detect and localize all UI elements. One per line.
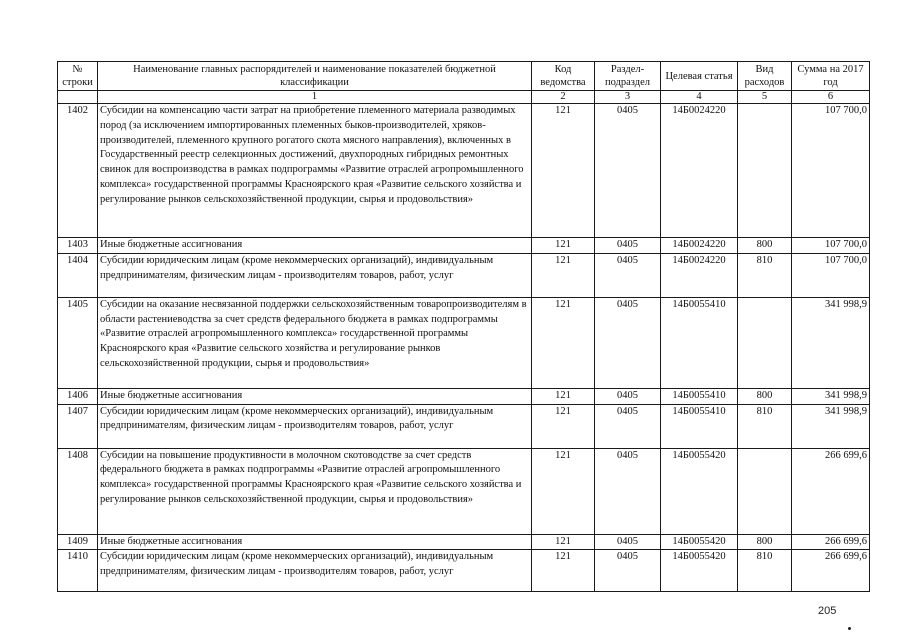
header-expense-type: Вид расходов xyxy=(738,62,792,91)
row-section: 0405 xyxy=(595,550,661,592)
row-sum: 266 699,6 xyxy=(792,448,870,534)
row-department-code: 121 xyxy=(532,238,595,254)
row-target-article: 14Б0055420 xyxy=(661,534,738,550)
row-section: 0405 xyxy=(595,253,661,297)
row-name: Субсидии на компенсацию части затрат на приобретение племенного материала разводимых пород (за исключением импортированных племенных быков-производителей, хряков-производителей, племенного крупного рогатого скота мясного направления), включенных в Государственный реестр селекционных достижений, двухпородных гибридных ремонтных свинок для воспроизводства в рамках подпрограммы «Развитие отраслей агропромышленного комплекса» государственной программы Красноярского края «Развитие сельского хозяйства и регулирование рынков сельскохозяйственной продукции, сырья и продовольствия» xyxy=(98,104,532,238)
row-sum: 266 699,6 xyxy=(792,550,870,592)
row-section: 0405 xyxy=(595,388,661,404)
row-target-article: 14Б0024220 xyxy=(661,238,738,254)
row-section: 0405 xyxy=(595,448,661,534)
row-expense-type xyxy=(738,104,792,238)
row-section: 0405 xyxy=(595,404,661,448)
row-number: 1407 xyxy=(58,404,98,448)
row-name: Субсидии юридическим лицам (кроме некоммерческих организаций), индивидуальным предпринимателям, физическим лицам - производителям товаров, работ, услуг xyxy=(98,550,532,592)
row-department-code: 121 xyxy=(532,550,595,592)
column-number: 5 xyxy=(738,91,792,104)
row-target-article: 14Б0055410 xyxy=(661,388,738,404)
row-expense-type: 800 xyxy=(738,388,792,404)
row-number: 1410 xyxy=(58,550,98,592)
table-row xyxy=(58,297,870,388)
row-sum: 107 700,0 xyxy=(792,104,870,238)
table-row xyxy=(58,404,870,448)
header-department-code: Код ведомства xyxy=(532,62,595,91)
column-number: 4 xyxy=(661,91,738,104)
row-department-code: 121 xyxy=(532,253,595,297)
row-expense-type: 810 xyxy=(738,404,792,448)
table-row xyxy=(58,534,870,550)
row-department-code: 121 xyxy=(532,448,595,534)
row-name: Иные бюджетные ассигнования xyxy=(98,534,532,550)
row-name: Иные бюджетные ассигнования xyxy=(98,238,532,254)
row-section: 0405 xyxy=(595,297,661,388)
row-target-article: 14Б0055420 xyxy=(661,448,738,534)
column-number xyxy=(58,91,98,104)
header-target-article: Целевая статья xyxy=(661,62,738,91)
row-target-article: 14Б0055410 xyxy=(661,404,738,448)
scan-mark xyxy=(848,627,851,630)
row-section: 0405 xyxy=(595,238,661,254)
row-expense-type: 810 xyxy=(738,550,792,592)
row-target-article: 14Б0024220 xyxy=(661,253,738,297)
column-number: 1 xyxy=(98,91,532,104)
budget-table xyxy=(57,61,870,592)
row-expense-type xyxy=(738,448,792,534)
row-name: Иные бюджетные ассигнования xyxy=(98,388,532,404)
row-number: 1403 xyxy=(58,238,98,254)
header-row-number: № строки xyxy=(58,62,98,91)
column-number-row xyxy=(58,91,870,104)
row-number: 1404 xyxy=(58,253,98,297)
row-name: Субсидии юридическим лицам (кроме некоммерческих организаций), индивидуальным предпринимателям, физическим лицам - производителям товаров, работ, услуг xyxy=(98,253,532,297)
row-target-article: 14Б0055410 xyxy=(661,297,738,388)
header-sum: Сумма на 2017 год xyxy=(792,62,870,91)
row-sum: 107 700,0 xyxy=(792,253,870,297)
column-number: 6 xyxy=(792,91,870,104)
row-sum: 107 700,0 xyxy=(792,238,870,254)
row-target-article: 14Б0024220 xyxy=(661,104,738,238)
row-target-article: 14Б0055420 xyxy=(661,550,738,592)
row-name: Субсидии юридическим лицам (кроме некоммерческих организаций), индивидуальным предпринимателям, физическим лицам - производителям товаров, работ, услуг xyxy=(98,404,532,448)
row-number: 1405 xyxy=(58,297,98,388)
row-number: 1408 xyxy=(58,448,98,534)
row-department-code: 121 xyxy=(532,297,595,388)
row-expense-type: 800 xyxy=(738,238,792,254)
page-number: 205 xyxy=(818,605,837,617)
row-sum: 266 699,6 xyxy=(792,534,870,550)
table-row xyxy=(58,238,870,254)
column-number: 3 xyxy=(595,91,661,104)
row-department-code: 121 xyxy=(532,388,595,404)
row-department-code: 121 xyxy=(532,534,595,550)
table-row xyxy=(58,104,870,238)
row-sum: 341 998,9 xyxy=(792,297,870,388)
header-row xyxy=(58,62,870,91)
row-number: 1406 xyxy=(58,388,98,404)
header-name: Наименование главных распорядителей и наименование показателей бюджетной классификации xyxy=(98,62,532,91)
row-expense-type: 810 xyxy=(738,253,792,297)
row-section: 0405 xyxy=(595,104,661,238)
row-name: Субсидии на оказание несвязанной поддержки сельскохозяйственным товаропроизводителям в области растениеводства за счет средств федерального бюджета в рамках подпрограммы «Развитие отраслей агропромышленного комплекса» государственной программы Красноярского края «Развитие сельского хозяйства и регулирование рынков сельскохозяйственной продукции, сырья и продовольствия» xyxy=(98,297,532,388)
row-number: 1409 xyxy=(58,534,98,550)
row-sum: 341 998,9 xyxy=(792,404,870,448)
table-row xyxy=(58,388,870,404)
column-number: 2 xyxy=(532,91,595,104)
row-department-code: 121 xyxy=(532,404,595,448)
row-expense-type: 800 xyxy=(738,534,792,550)
table-row xyxy=(58,253,870,297)
header-section: Раздел-подраздел xyxy=(595,62,661,91)
row-name: Субсидии на повышение продуктивности в молочном скотоводстве за счет средств федерального бюджета в рамках подпрограммы «Развитие отраслей агропромышленного комплекса» государственной программы Красноярского края «Развитие сельского хозяйства и регулирование рынков сельскохозяйственной продукции, сырья и продовольствия» xyxy=(98,448,532,534)
row-number: 1402 xyxy=(58,104,98,238)
row-expense-type xyxy=(738,297,792,388)
row-section: 0405 xyxy=(595,534,661,550)
row-department-code: 121 xyxy=(532,104,595,238)
row-sum: 341 998,9 xyxy=(792,388,870,404)
table-row xyxy=(58,550,870,592)
table-row xyxy=(58,448,870,534)
